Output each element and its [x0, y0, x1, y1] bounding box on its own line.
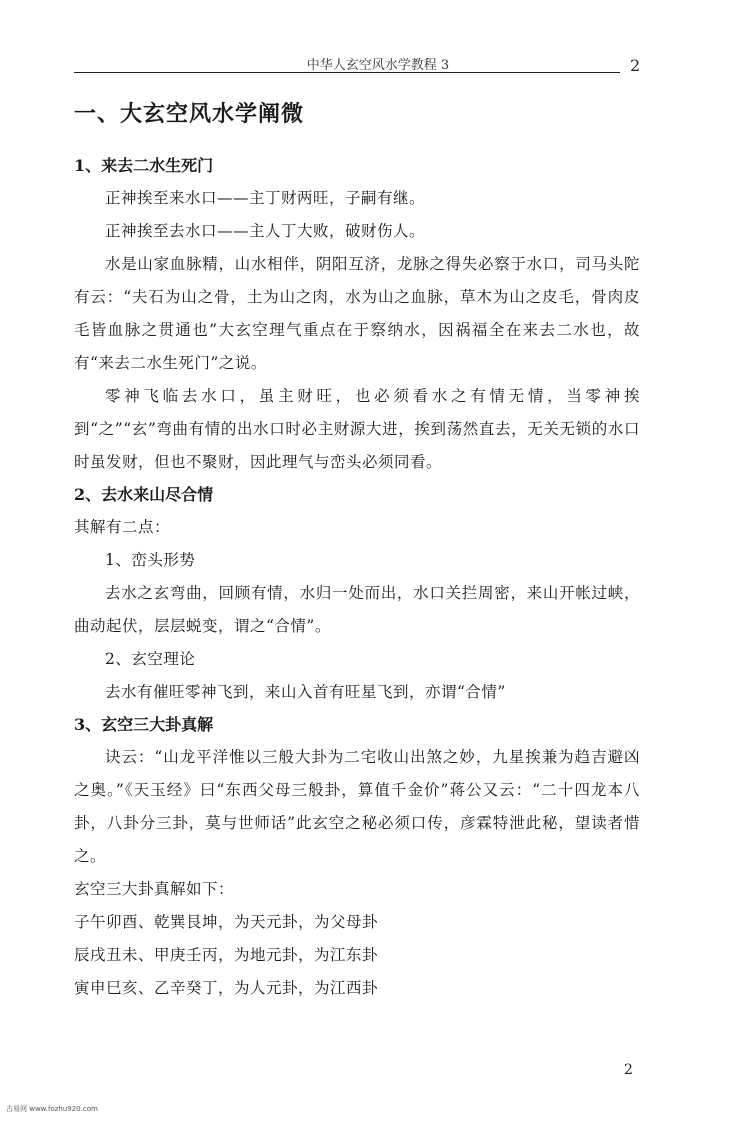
paragraph: 正神挨至来水口——主丁财两旺，子嗣有继。	[105, 189, 426, 207]
footer-page-number: 2	[624, 1062, 633, 1078]
page-body	[74, 98, 640, 1005]
section-heading-3: 3、玄空三大卦真解	[74, 715, 214, 734]
paragraph: 去水之玄弯曲，回顾有情，水归一处而出，水口关拦周密，来山开帐过峡，曲动起伏，层层蜕变，谓之“合情”。	[74, 584, 640, 635]
paragraph: 水是山家血脉精，山水相伴，阴阳互济，龙脉之得失必察于水口，司马头陀有云：“夫石为山之骨，土为山之肉，水为山之血脉，草木为山之皮毛，骨肉皮毛皆血脉之贯通也”大玄空理气重点在于察纳水，因祸福全在来去二水也，故有“来去二水生死门”之说。	[74, 255, 640, 372]
paragraph: 正神挨至去水口——主人丁大败，破财伤人。	[105, 222, 426, 240]
paragraph: 零神飞临去水口，虽主财旺，也必须看水之有情无情，当零神挨到“之”“玄”弯曲有情的出水口时必主财源大进，挨到荡然直去，无关无锁的水口时虽发财，但也不聚财，因此理气与峦头必须同看。	[74, 387, 640, 471]
subheading: 2、玄空理论	[105, 650, 196, 668]
paragraph: 玄空三大卦真解如下：	[74, 880, 235, 898]
watermark: 古易网 www.fozhu920.com	[6, 1105, 98, 1113]
header-page-number: 2	[630, 56, 641, 75]
running-header-title: 中华人玄空风水学教程 3	[306, 58, 450, 73]
subheading: 1、峦头形势	[105, 551, 196, 569]
list-item: 子午卯酉、乾巽艮坤，为天元卦，为父母卦	[74, 913, 379, 931]
paragraph: 其解有二点：	[74, 518, 171, 536]
list-item: 寅申巳亥、乙辛癸丁，为人元卦，为江西卦	[74, 979, 379, 997]
section-heading-1: 1、来去二水生死门	[74, 156, 214, 175]
header-rule	[74, 72, 620, 73]
section-heading-2: 2、去水来山尽合情	[74, 485, 214, 504]
list-item: 辰戌丑未、甲庚壬丙，为地元卦，为江东卦	[74, 946, 379, 964]
chapter-title: 一、大玄空风水学阐微	[74, 101, 305, 127]
paragraph: 去水有催旺零神飞到，来山入首有旺星飞到，亦谓“合情”	[105, 683, 506, 701]
paragraph: 诀云：“山龙平洋惟以三般大卦为二宅收山出煞之妙，九星挨兼为趋吉避凶之奥。”《天玉经》曰“东西父母三般卦，算值千金价”蒋公又云：“二十四龙本八卦，八卦分三卦，莫与世师话”此玄空之秘必须口传，彦霖特泄此秘，望读者惜之。	[74, 748, 640, 865]
